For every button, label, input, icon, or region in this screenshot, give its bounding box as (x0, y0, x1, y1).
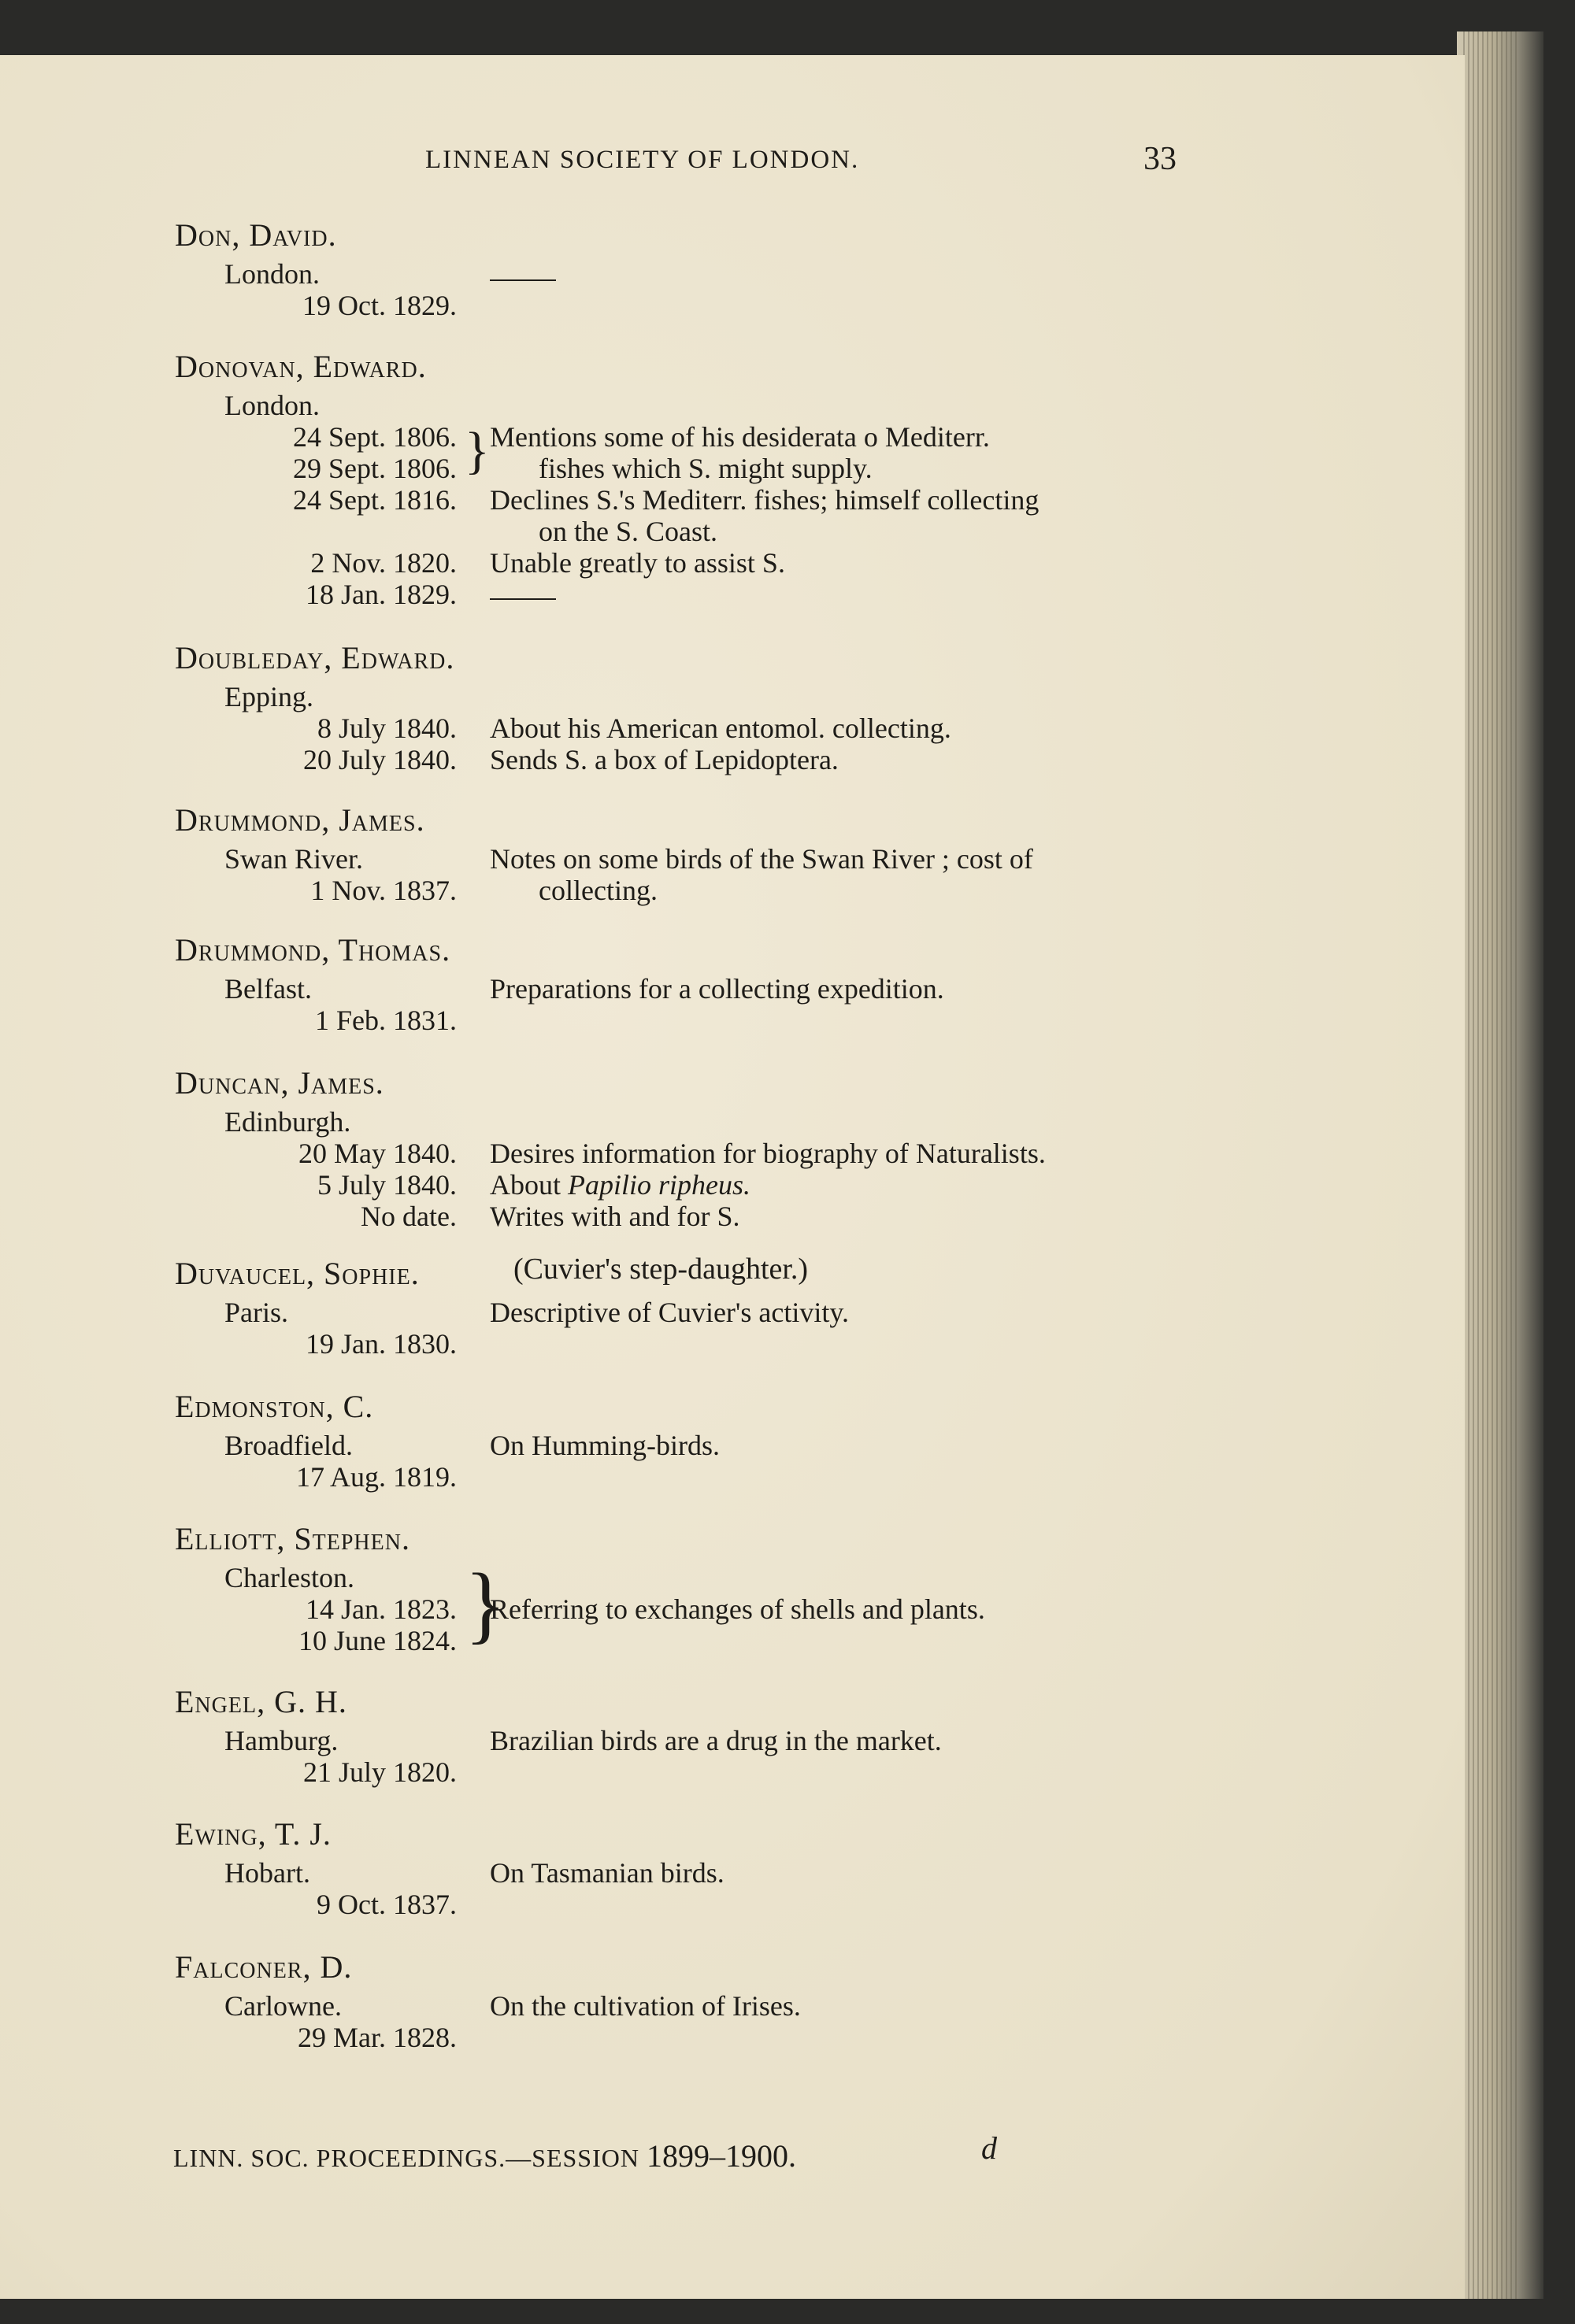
brace-mark: } (465, 422, 490, 479)
entry-place: London. (224, 258, 320, 290)
entry-description: collecting. (539, 875, 658, 906)
entry-date: 1 Feb. 1831. (315, 1005, 457, 1036)
entry-place: Epping. (224, 681, 313, 712)
entry-date: 10 June 1824. (298, 1625, 457, 1656)
species-name: Papilio ripheus. (568, 1169, 750, 1201)
page-footer (173, 2137, 796, 2174)
dash-mark (490, 279, 556, 281)
book-page-edges (1457, 31, 1544, 2299)
entry-description: fishes which S. might supply. (539, 453, 873, 484)
entry-place: London. (224, 390, 320, 421)
entry-place: Charleston. (224, 1562, 354, 1593)
entry-name: Duvaucel, Sophie. (175, 1256, 420, 1291)
entry-name: Falconer, D. (175, 1949, 353, 1985)
entry-date: 24 Sept. 1806. (292, 421, 457, 453)
entry-name: Elliott, Stephen. (175, 1521, 410, 1556)
book-page (0, 55, 1465, 2299)
entry-name: Drummond, James. (175, 802, 425, 838)
entry-description: Mentions some of his desiderata o Mediterr. (490, 421, 990, 453)
entry-description: Desires information for biography of Naturalists. (490, 1138, 1046, 1169)
entry-description: Unable greatly to assist S. (490, 547, 785, 579)
entry-date: 1 Nov. 1837. (310, 875, 457, 906)
entry-date: 17 Aug. 1819. (295, 1461, 457, 1493)
page-number: 33 (1143, 141, 1177, 177)
entry-place: Hamburg. (224, 1725, 339, 1756)
entry-name: Drummond, Thomas. (175, 932, 451, 968)
entry-name: Doubleday, Edward. (175, 640, 455, 675)
entry-description: on the S. Coast. (539, 516, 718, 547)
entry-date: 2 Nov. 1820. (310, 547, 457, 579)
entry-description: On the cultivation of Irises. (490, 1990, 801, 2022)
entry-date: 19 Oct. 1829. (302, 290, 457, 321)
entry-date: 20 May 1840. (298, 1138, 457, 1169)
entry-name: Edmonston, C. (175, 1389, 374, 1424)
entry-name: Engel, G. H. (175, 1684, 347, 1719)
entry-description: Writes with and for S. (490, 1201, 740, 1232)
entry-date: 29 Sept. 1806. (292, 453, 457, 484)
entry-date: 14 Jan. 1823. (306, 1593, 457, 1625)
desc-prefix: About (490, 1169, 568, 1201)
entry-place: Broadfield. (224, 1430, 353, 1461)
entry-name: Don, David. (175, 217, 337, 253)
signature-mark: d (981, 2130, 997, 2166)
running-title: LINNEAN SOCIETY OF LONDON. (425, 146, 860, 174)
entry-date: 5 July 1840. (317, 1169, 457, 1201)
entry-description: On Humming-birds. (490, 1430, 720, 1461)
entry-description: Preparations for a collecting expedition. (490, 973, 944, 1005)
entry-name: Donovan, Edward. (175, 349, 427, 384)
entry-description: Sends S. a box of Lepidoptera. (490, 744, 839, 775)
entry-description: Referring to exchanges of shells and plants. (490, 1593, 985, 1625)
brace-mark: } (465, 1556, 506, 1652)
entry-date: 18 Jan. 1829. (306, 579, 457, 610)
entry-date: 20 July 1840. (302, 744, 457, 775)
entry-description: Notes on some birds of the Swan River ; cost of (490, 843, 1033, 875)
entry-date: 9 Oct. 1837. (317, 1889, 457, 1920)
entry-name: Duncan, James. (175, 1065, 384, 1101)
entry-date: 29 Mar. 1828. (298, 2022, 457, 2053)
footer-years: 1899–1900. (646, 2138, 796, 2174)
entry-description: Descriptive of Cuvier's activity. (490, 1297, 850, 1328)
entry-description (490, 1168, 750, 1201)
entry-place: Swan River. (224, 843, 363, 875)
entry-date: 24 Sept. 1816. (292, 484, 457, 516)
entry-date: No date. (361, 1201, 457, 1232)
entry-description: About his American entomol. collecting. (490, 712, 951, 744)
entry-description: On Tasmanian birds. (490, 1857, 724, 1889)
entry-name: Ewing, T. J. (175, 1816, 332, 1852)
entry-place: Edinburgh. (224, 1106, 351, 1138)
entry-note: (Cuvier's step-daughter.) (513, 1253, 809, 1286)
dash-mark (490, 598, 556, 600)
entry-place: Carlowne. (224, 1990, 342, 2022)
entry-description: Declines S.'s Mediterr. fishes; himself collecting (490, 484, 1040, 516)
entry-place: Paris. (224, 1297, 288, 1328)
entry-place: Hobart. (224, 1857, 310, 1889)
entry-date: 19 Jan. 1830. (306, 1328, 457, 1360)
entry-place: Belfast. (224, 973, 312, 1005)
entry-date: 8 July 1840. (317, 712, 457, 744)
footer-text: LINN. SOC. PROCEEDINGS.—SESSION (173, 2144, 647, 2172)
entry-date: 21 July 1820. (302, 1756, 457, 1788)
entry-description: Brazilian birds are a drug in the market. (490, 1725, 942, 1756)
